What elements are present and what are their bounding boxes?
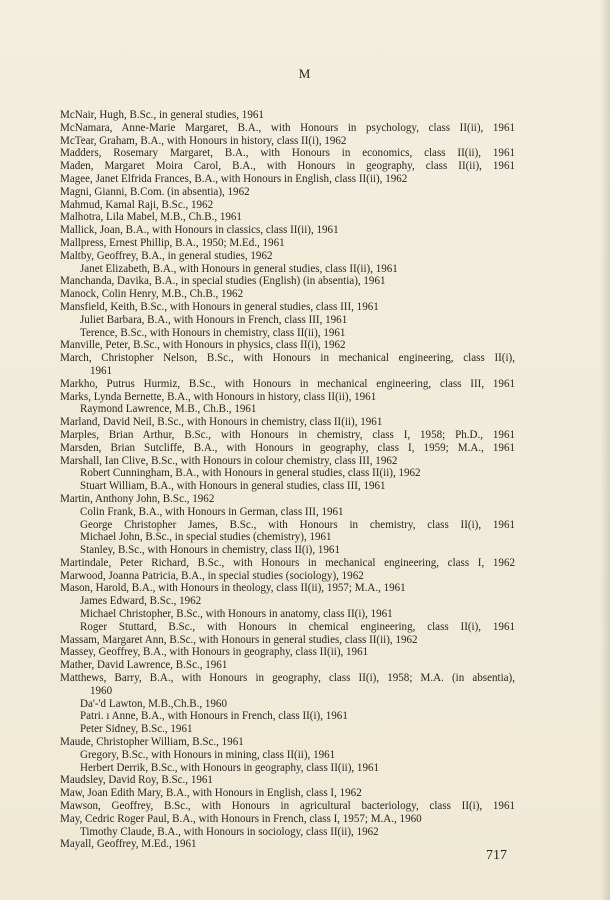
graduate-entry: Mather, David Lawrence, B.Sc., 1961 [60,659,228,672]
sub-entry: Stuart William, B.A., with Honours in general studies, class III, 1961 [80,480,386,493]
graduate-entry: Maltby, Geoffrey, B.A., in general studies, 1962 [60,249,273,262]
graduate-entry: Maudsley, David Roy, B.Sc., 1961 [60,774,213,787]
sub-entry: Da'-'d Lawton, M.B.,Ch.B., 1960 [80,697,227,710]
sub-entry: Terence, B.Sc., with Honours in chemistry, class II(ii), 1961 [80,326,346,339]
sub-entry: George Christopher James, B.Sc., with Honours in chemistry, class II(i), 1961 [80,518,515,531]
graduate-entry: Madders, Rosemary Margaret, B.A., with Honours in economics, class II(ii), 1961 [60,147,515,160]
graduate-entry: Marsden, Brian Sutcliffe, B.A., with Honours in geography, class I, 1959; M.A., 1961 [60,441,515,454]
sub-entry: Patri. ı Anne, B.A., with Honours in French, class II(i), 1961 [80,710,348,723]
graduate-entry: Manock, Colin Henry, M.B., Ch.B., 1962 [60,288,244,301]
graduate-entry: Marks, Lynda Bernette, B.A., with Honours in history, class II(ii), 1961 [60,390,377,403]
page-number: 717 [486,848,507,863]
graduate-entry-list [60,109,515,851]
sub-entry: Stanley, B.Sc., with Honours in chemistry, class II(i), 1961 [80,544,340,557]
graduate-entry: Maw, Joan Edith Mary, B.A., with Honours in English, class I, 1962 [60,787,362,800]
graduate-entry: Mallick, Joan, B.A., with Honours in classics, class II(ii), 1961 [60,224,339,237]
graduate-entry: Marples, Brian Arthur, B.Sc., with Honours in chemistry, class I, 1958; Ph.D., 1961 [60,428,515,441]
sub-entry: Janet Elizabeth, B.A., with Honours in general studies, class II(ii), 1961 [80,262,398,275]
graduate-entry: Martindale, Peter Richard, B.Sc., with Honours in mechanical engineering, class I, 1962 [60,556,515,569]
graduate-entry: Massam, Margaret Ann, B.Sc., with Honours in general studies, class II(ii), 1962 [60,633,418,646]
sub-entry: Herbert Derrik, B.Sc., with Honours in geography, class II(ii), 1961 [80,761,380,774]
graduate-entry: Mason, Harold, B.A., with Honours in theology, class II(ii), 1957; M.A., 1961 [60,582,406,595]
sub-entry: Roger Stuttard, B.Sc., with Honours in chemical engineering, class II(i), 1961 [80,620,515,633]
sub-entry: Michael Christopher, B.Sc., with Honours in anatomy, class II(i), 1961 [80,608,393,621]
graduate-entry: Martin, Anthony John, B.Sc., 1962 [60,492,215,505]
graduate-entry: Maude, Christopher William, B.Sc., 1961 [60,736,244,749]
section-letter-heading: M [298,66,312,81]
graduate-entry: Matthews, Barry, B.A., with Honours in geography, class II(i), 1958; M.A. (in absentia), [60,672,515,685]
graduate-entry: Maden, Margaret Moira Carol, B.A., with Honours in geography, class II(ii), 1961 [60,160,515,173]
graduate-entry: Massey, Geoffrey, B.A., with Honours in geography, class II(ii), 1961 [60,646,369,659]
graduate-entry: Mayall, Geoffrey, M.Ed., 1961 [60,838,197,851]
graduate-entry: Marshall, Ian Clive, B.Sc., with Honours in colour chemistry, class III, 1962 [60,454,398,467]
sub-entry: Timothy Claude, B.A., with Honours in sociology, class II(ii), 1962 [80,825,379,838]
sub-entry: Robert Cunningham, B.A., with Honours in general studies, class II(ii), 1962 [80,467,421,480]
sub-entry: Peter Sidney, B.Sc., 1961 [80,723,193,736]
graduate-entry: Marland, David Neil, B.Sc., with Honours in chemistry, class II(ii), 1961 [60,416,383,429]
sub-entry: Michael John, B.Sc., in special studies (chemistry), 1961 [80,531,332,544]
sub-entry: James Edward, B.Sc., 1962 [80,595,202,608]
graduate-entry: Malhotra, Lila Mabel, M.B., Ch.B., 1961 [60,211,242,224]
graduate-entry: Manchanda, Davika, B.A., in special studies (English) (in absentia), 1961 [60,275,386,288]
graduate-entry: Manville, Peter, B.Sc., with Honours in physics, class II(i), 1962 [60,339,346,352]
graduate-entry: McNamara, Anne-Marie Margaret, B.A., with Honours in psychology, class II(ii), 1961 [60,121,515,134]
graduate-entry: Mansfield, Keith, B.Sc., with Honours in general studies, class III, 1961 [60,300,379,313]
page-edge-shadow [600,0,610,900]
entry-continuation: 1960 [90,684,113,697]
entry-continuation: 1961 [90,364,113,377]
sub-entry: Juliet Barbara, B.A., with Honours in French, class III, 1961 [80,313,348,326]
graduate-entry: Marwood, Joanna Patricia, B.A., in special studies (sociology), 1962 [60,569,364,582]
graduate-entry: Mallpress, Ernest Phillip, B.A., 1950; M.Ed., 1961 [60,236,285,249]
sub-entry: Raymond Lawrence, M.B., Ch.B., 1961 [80,403,257,416]
graduate-entry: McNair, Hugh, B.Sc., in general studies, 1961 [60,109,264,121]
sub-entry: Gregory, B.Sc., with Honours in mining, class II(ii), 1961 [80,748,336,761]
graduate-entry: Mawson, Geoffrey, B.Sc., with Honours in agricultural bacteriology, class II(i), 1961 [60,800,515,813]
graduate-entry: May, Cedric Roger Paul, B.A., with Honours in French, class I, 1957; M.A., 1960 [60,812,422,825]
graduate-entry: Markho, Putrus Hurmiz, B.Sc., with Honours in mechanical engineering, class III, 1961 [60,377,515,390]
graduate-entry: Mahmud, Kamal Raji, B.Sc., 1962 [60,198,214,211]
graduate-entry: Magni, Gianni, B.Com. (in absentia), 1962 [60,185,250,198]
graduate-entry: McTear, Graham, B.A., with Honours in history, class II(i), 1962 [60,134,347,147]
graduate-entry: Magee, Janet Elfrida Frances, B.A., with Honours in English, class II(ii), 1962 [60,172,408,185]
sub-entry: Colin Frank, B.A., with Honours in German, class III, 1961 [80,505,344,518]
graduate-entry: March, Christopher Nelson, B.Sc., with Honours in mechanical engineering, class II(i), [60,352,515,365]
